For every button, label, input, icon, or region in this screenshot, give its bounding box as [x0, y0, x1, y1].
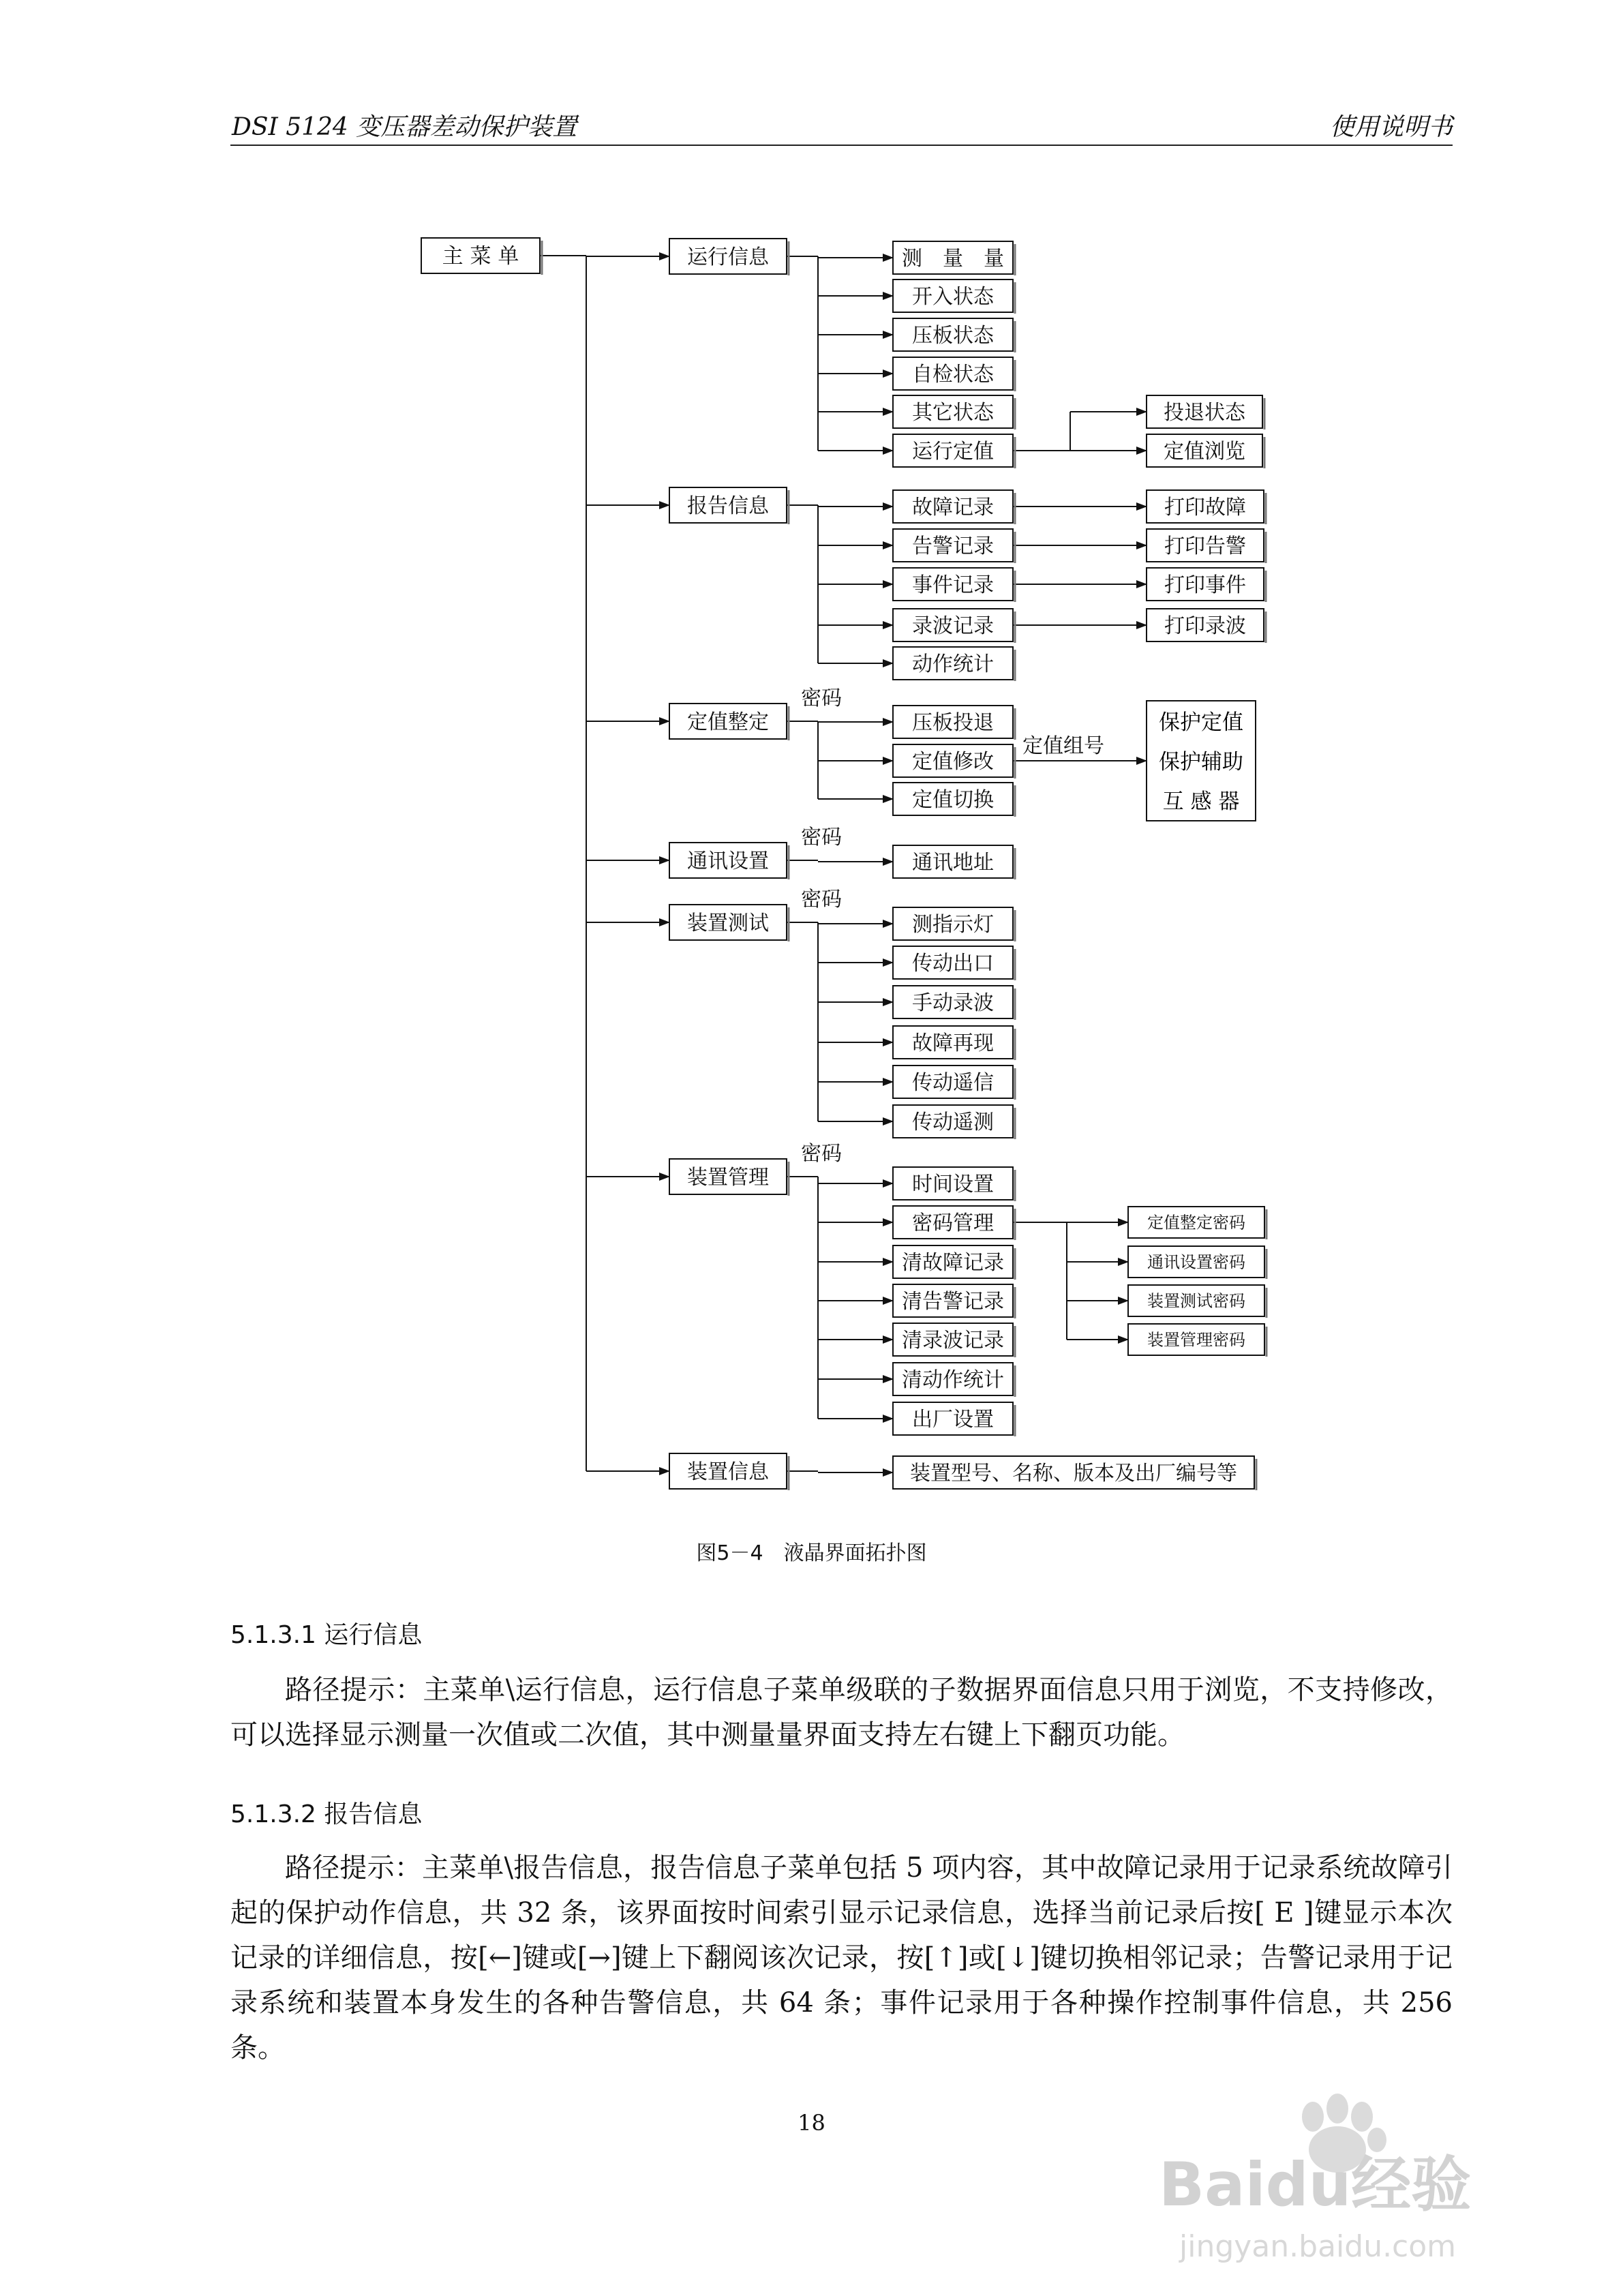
group-4-item-4-label: 传动遥信 — [912, 1070, 994, 1095]
group-0-box — [669, 239, 789, 275]
report-print-3 — [1147, 609, 1266, 643]
group-4-box-label: 装置测试 — [687, 911, 769, 935]
group-4-item-5-label: 传动遥测 — [912, 1110, 994, 1134]
group-4-item-3 — [893, 1026, 1015, 1060]
report-print-2 — [1147, 568, 1266, 602]
password-label-3: 密码 — [801, 826, 842, 849]
password-mgmt-sub-0-label: 定值整定密码 — [1147, 1213, 1245, 1233]
group-1-box-label: 报告信息 — [687, 494, 769, 518]
group-4-item-1 — [893, 946, 1015, 980]
group-5-item-1 — [893, 1206, 1015, 1240]
group-0-item-2 — [893, 318, 1015, 352]
report-print-3-label: 打印录波 — [1164, 614, 1246, 638]
running-settings-sub-1-label: 定值浏览 — [1164, 439, 1245, 464]
group-1-item-3-label: 录波记录 — [912, 614, 994, 638]
group-0-item-5 — [893, 434, 1015, 468]
group-3-box-label: 通讯设置 — [687, 849, 769, 873]
group-4-item-4 — [893, 1066, 1015, 1100]
group-1-item-1 — [893, 529, 1015, 563]
header-title: DSI 5124 变压器差动保护装置 — [232, 113, 577, 141]
group-0-item-2-label: 压板状态 — [912, 323, 994, 348]
group-4-item-5 — [893, 1105, 1015, 1139]
setting-group-item-2: 互 感 器 — [1162, 789, 1240, 814]
group-5-item-0 — [893, 1167, 1015, 1201]
group-6-box-label: 装置信息 — [687, 1460, 769, 1484]
group-5-box-label: 装置管理 — [687, 1165, 769, 1190]
group-5-item-1-label: 密码管理 — [912, 1211, 994, 1235]
password-mgmt-sub-2-label: 装置测试密码 — [1147, 1291, 1245, 1311]
section-title-running-info: 5.1.3.1 运行信息 — [230, 1621, 423, 1649]
group-2-item-2-label: 定值切换 — [912, 787, 994, 812]
setting-group-item-0: 保护定值 — [1159, 710, 1243, 735]
password-label-4: 密码 — [801, 888, 842, 911]
main-menu-box — [421, 238, 542, 275]
group-6-item-0 — [893, 1456, 1256, 1490]
password-label-2: 密码 — [801, 686, 842, 710]
group-1-item-4 — [893, 647, 1015, 681]
group-1-box — [669, 487, 789, 524]
group-5-item-3 — [893, 1284, 1015, 1318]
group-4-box — [669, 905, 789, 941]
group-0-box-label: 运行信息 — [687, 245, 769, 269]
group-0-item-4-label: 其它状态 — [912, 400, 994, 425]
password-mgmt-sub-1-label: 通讯设置密码 — [1147, 1252, 1245, 1272]
group-2-box — [669, 704, 789, 740]
header-doc-type: 使用说明书 — [1329, 113, 1453, 141]
group-4-item-2-label: 手动录波 — [912, 991, 994, 1015]
group-5-item-4 — [893, 1323, 1015, 1357]
group-1-item-0-label: 故障记录 — [912, 495, 994, 519]
report-print-1-label: 打印告警 — [1164, 534, 1246, 558]
group-5-item-4-label: 清录波记录 — [902, 1328, 1004, 1353]
password-mgmt-sub-2 — [1128, 1285, 1266, 1318]
group-4-item-2 — [893, 986, 1015, 1020]
report-print-1 — [1147, 529, 1266, 563]
group-2-item-1 — [893, 744, 1015, 779]
setting-group-item-1: 保护辅助 — [1159, 750, 1243, 774]
group-5-item-5-label: 清动作统计 — [902, 1368, 1004, 1392]
group-0-item-0-label: 测 量 量 — [902, 246, 1004, 271]
section-title-report-info: 5.1.3.2 报告信息 — [230, 1800, 423, 1828]
report-print-2-label: 打印事件 — [1164, 573, 1246, 597]
report-print-0-label: 打印故障 — [1164, 495, 1246, 519]
group-2-item-2 — [893, 783, 1015, 817]
main-menu-box-label: 主 菜 单 — [442, 244, 519, 269]
group-0-item-4 — [893, 395, 1015, 429]
group-3-box — [669, 843, 789, 879]
group-4-item-1-label: 传动出口 — [912, 951, 994, 976]
password-mgmt-sub-0 — [1128, 1207, 1266, 1239]
group-5-item-2 — [893, 1245, 1015, 1280]
group-6-item-0-label: 装置型号、名称、版本及出厂编号等 — [910, 1461, 1237, 1485]
group-0-item-1 — [893, 280, 1015, 314]
running-settings-sub-0-label: 投退状态 — [1164, 400, 1245, 425]
group-4-item-3-label: 故障再现 — [912, 1031, 994, 1055]
group-0-item-5-label: 运行定值 — [912, 439, 994, 464]
setting-group-number-label: 定值组号 — [1022, 734, 1104, 758]
group-2-box-label: 定值整定 — [687, 710, 769, 734]
group-3-item-0-label: 通讯地址 — [912, 850, 994, 875]
group-0-item-3 — [893, 357, 1015, 391]
group-2-item-0 — [893, 706, 1015, 740]
group-4-item-0-label: 测指示灯 — [912, 912, 994, 937]
group-5-item-6 — [893, 1402, 1015, 1436]
group-2-item-0-label: 压板投退 — [912, 710, 994, 735]
password-mgmt-sub-1 — [1128, 1246, 1266, 1279]
password-label-5: 密码 — [801, 1142, 842, 1166]
group-1-item-2 — [893, 568, 1015, 602]
group-1-item-4-label: 动作统计 — [912, 652, 994, 676]
group-6-box — [669, 1453, 789, 1490]
group-1-item-1-label: 告警记录 — [912, 534, 994, 558]
group-0-item-1-label: 开入状态 — [912, 284, 994, 309]
group-5-item-0-label: 时间设置 — [912, 1172, 994, 1196]
watermark-url: jingyan.baidu.com — [1179, 2229, 1457, 2264]
watermark-brand: Baidu经验 — [1159, 2149, 1472, 2220]
group-0-item-3-label: 自检状态 — [912, 362, 994, 387]
running-settings-sub-1 — [1147, 434, 1264, 468]
section-text-report-info: 路径提示：主菜单\报告信息，报告信息子菜单包括 5 项内容，其中故障记录用于记录系统故障引起的保护动作信息，共 32 条，该界面按时间索引显示记录信息，选择当前记录后按[ E ]键显示本次记录的详细信息，按[←]键或[→]键上下翻阅该次记录，按[↑]或[↓]键切换相邻记录；告警记录用于记录系统和装置本身发生的各种告警信息，共 64 条；事件记录用于各种操作控制事件信息，共 256 条。 — [230, 1852, 1453, 2064]
group-5-item-6-label: 出厂设置 — [912, 1407, 994, 1432]
group-3-item-0 — [893, 845, 1015, 879]
group-1-item-2-label: 事件记录 — [912, 573, 994, 597]
figure-caption: 图5－4 液晶界面拓扑图 — [696, 1541, 927, 1565]
group-5-item-5 — [893, 1363, 1015, 1397]
password-mgmt-sub-3 — [1128, 1324, 1266, 1357]
group-2-item-1-label: 定值修改 — [912, 749, 994, 774]
group-1-item-3 — [893, 609, 1015, 643]
section-text-running-info: 路径提示：主菜单\运行信息，运行信息子菜单级联的子数据界面信息只用于浏览，不支持修改，可以选择显示测量一次值或二次值，其中测量量界面支持左右键上下翻页功能。 — [230, 1674, 1453, 1751]
running-settings-sub-0 — [1147, 395, 1264, 429]
group-0-item-0 — [893, 241, 1015, 275]
page-number: 18 — [798, 2110, 825, 2136]
group-4-item-0 — [893, 907, 1015, 941]
group-5-item-2-label: 清故障记录 — [902, 1250, 1004, 1275]
password-mgmt-sub-3-label: 装置管理密码 — [1147, 1330, 1245, 1350]
group-5-box — [669, 1159, 789, 1196]
report-print-0 — [1147, 490, 1266, 524]
group-5-item-3-label: 清告警记录 — [902, 1289, 1004, 1314]
baidu-jingyan-watermark — [1152, 2069, 1588, 2274]
group-1-item-0 — [893, 490, 1015, 524]
